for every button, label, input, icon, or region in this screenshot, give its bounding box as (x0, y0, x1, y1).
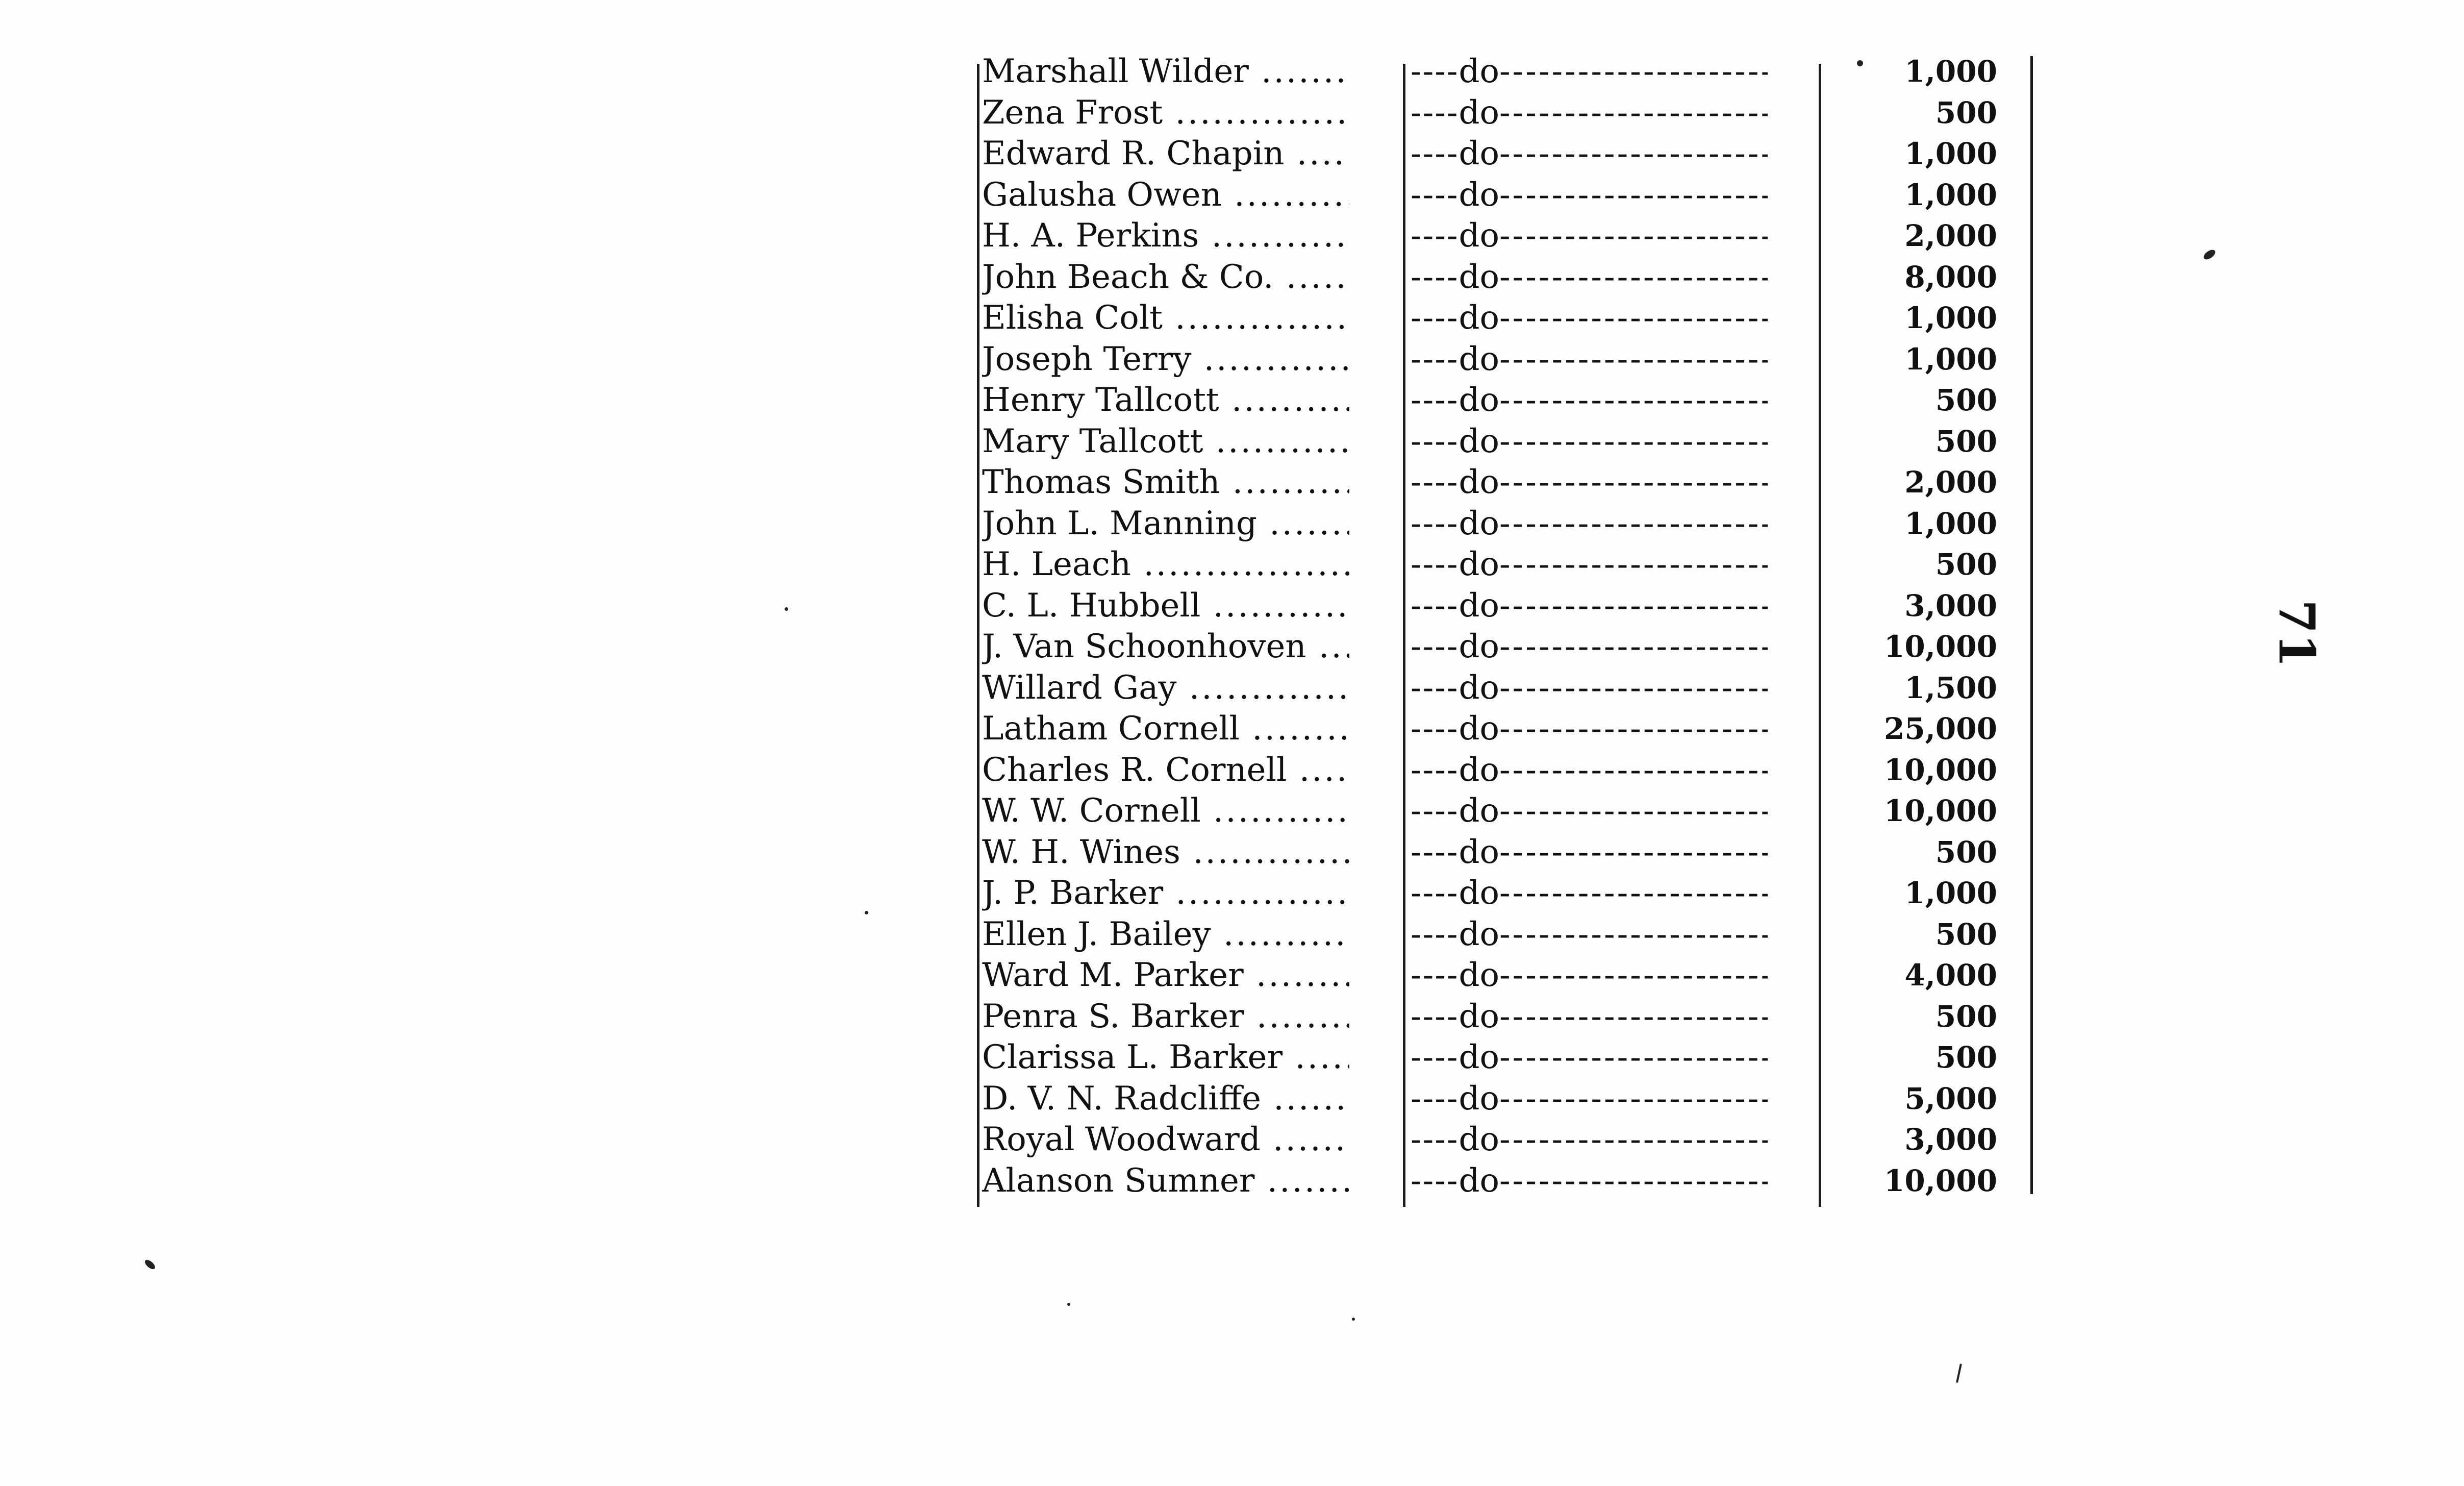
subscriber-name: John Beach & Co. ..... (982, 257, 1349, 298)
ledger-row (977, 257, 2058, 298)
ledger-row (977, 175, 2058, 216)
subscription-amount: 1,000 (1904, 876, 1997, 910)
ledger-row (977, 585, 2058, 627)
subscriber-name: Marshall Wilder ..... (982, 51, 1349, 92)
ledger-row (977, 380, 2058, 421)
ditto-mark: ---- do ----- (1411, 873, 1768, 913)
scan-speck (1956, 1364, 1962, 1383)
subscription-amount: 500 (1935, 834, 1997, 870)
subscriber-name: H. Leach ..... (982, 544, 1349, 585)
ditto-mark: ---- do ----- (1411, 955, 1768, 996)
ditto-mark: ---- do ----- (1411, 1160, 1768, 1201)
page-number: 71 (2268, 599, 2326, 668)
ditto-mark: ---- do ----- (1411, 51, 1768, 92)
subscriber-name: Penra S. Barker ..... (982, 996, 1349, 1037)
subscription-amount: 1,000 (1904, 177, 1997, 212)
scan-speck (785, 607, 788, 611)
subscriber-name: W. W. Cornell ..... (982, 790, 1349, 831)
ledger-row (977, 339, 2058, 380)
ditto-mark: ---- do ----- (1411, 298, 1768, 338)
ditto-mark: ---- do ----- (1411, 914, 1768, 955)
subscriber-name: J. P. Barker ..... (982, 873, 1349, 913)
ledger-row (977, 544, 2058, 585)
subscriber-name: Ward M. Parker ..... (982, 955, 1349, 996)
subscription-amount: 1,000 (1904, 301, 1997, 335)
subscriber-name: J. Van Schoonhoven ..... (982, 626, 1349, 667)
ledger-row (977, 503, 2058, 544)
ledger-row (977, 298, 2058, 339)
subscription-amount: 1,000 (1904, 506, 1997, 541)
subscription-amount: 500 (1935, 95, 1997, 130)
ditto-mark: ---- do ----- (1411, 215, 1768, 256)
ledger-row (977, 1160, 2058, 1202)
subscriber-name: Henry Tallcott ..... (982, 380, 1349, 420)
ditto-mark: ---- do ----- (1411, 380, 1768, 420)
ledger-row (977, 626, 2058, 667)
ditto-mark: ---- do ----- (1411, 1037, 1768, 1078)
subscriber-name: Edward R. Chapin ..... (982, 133, 1349, 174)
subscriber-name: Galusha Owen ..... (982, 175, 1349, 215)
subscription-amount: 500 (1935, 424, 1997, 459)
subscriber-name: Zena Frost ..... (982, 92, 1349, 133)
ditto-mark: ---- do ----- (1411, 421, 1768, 462)
subscription-amount: 10,000 (1884, 794, 1997, 828)
subscription-amount: 1,000 (1904, 54, 1997, 89)
ditto-mark: ---- do ----- (1411, 996, 1768, 1037)
subscription-amount: 5,000 (1904, 1081, 1997, 1116)
subscription-amount: 1,500 (1904, 670, 1997, 705)
subscription-amount: 1,000 (1904, 136, 1997, 171)
subscriber-name: Charles R. Cornell ..... (982, 750, 1349, 790)
subscriber-name: Mary Tallcott ..... (982, 421, 1349, 462)
subscriber-name: Royal Woodward ..... (982, 1119, 1349, 1160)
subscription-amount: 8,000 (1904, 259, 1997, 294)
ditto-mark: ---- do ----- (1411, 1119, 1768, 1160)
ditto-mark: ---- do ----- (1411, 708, 1768, 749)
ditto-mark: ---- do ----- (1411, 1078, 1768, 1119)
subscriber-name: Ellen J. Bailey ..... (982, 914, 1349, 955)
subscription-amount: 500 (1935, 547, 1997, 582)
scan-speck (1857, 60, 1863, 66)
ledger-row (977, 996, 2058, 1037)
subscriber-name: Elisha Colt ..... (982, 298, 1349, 338)
ledger-row (977, 1037, 2058, 1078)
subscription-amount: 500 (1935, 1040, 1997, 1075)
subscription-amount: 500 (1935, 999, 1997, 1034)
subscriber-name: Willard Gay ..... (982, 667, 1349, 708)
scan-speck (2202, 248, 2217, 261)
scan-speck (143, 1258, 157, 1271)
subscription-amount: 2,000 (1904, 465, 1997, 500)
subscription-amount: 3,000 (1904, 1122, 1997, 1157)
ledger-row (977, 914, 2058, 955)
subscriber-name: D. V. N. Radcliffe ..... (982, 1078, 1349, 1119)
ditto-mark: ---- do ----- (1411, 750, 1768, 790)
ledger-row (977, 955, 2058, 996)
ditto-mark: ---- do ----- (1411, 133, 1768, 174)
ledger-row (977, 92, 2058, 134)
subscription-amount: 4,000 (1904, 958, 1997, 993)
ledger-row (977, 51, 2058, 92)
subscriber-name: Thomas Smith ..... (982, 462, 1349, 503)
ditto-mark: ---- do ----- (1411, 92, 1768, 133)
subscriber-name: Alanson Sumner ..... (982, 1160, 1349, 1201)
ledger-row (977, 790, 2058, 832)
subscriber-name: Clarissa L. Barker ..... (982, 1037, 1349, 1078)
subscription-amount: 10,000 (1884, 629, 1997, 664)
ditto-mark: ---- do ----- (1411, 832, 1768, 873)
ditto-mark: ---- do ----- (1411, 339, 1768, 380)
ledger-row (977, 750, 2058, 791)
ditto-mark: ---- do ----- (1411, 585, 1768, 626)
ditto-mark: ---- do ----- (1411, 257, 1768, 298)
ledger-row (977, 133, 2058, 175)
scan-speck (1067, 1303, 1070, 1306)
subscriber-name: C. L. Hubbell ..... (982, 585, 1349, 626)
ditto-mark: ---- do ----- (1411, 790, 1768, 831)
subscription-amount: 500 (1935, 917, 1997, 952)
ditto-mark: ---- do ----- (1411, 667, 1768, 708)
subscriber-name: Joseph Terry ..... (982, 339, 1349, 380)
subscriber-name: Latham Cornell ..... (982, 708, 1349, 749)
subscription-amount: 25,000 (1884, 711, 1997, 746)
ditto-mark: ---- do ----- (1411, 462, 1768, 503)
ditto-mark: ---- do ----- (1411, 544, 1768, 585)
subscription-amount: 1,000 (1904, 341, 1997, 377)
ditto-mark: ---- do ----- (1411, 503, 1768, 544)
ledger-row (977, 1078, 2058, 1120)
ledger-row (977, 1119, 2058, 1160)
ledger-row (977, 708, 2058, 750)
ledger-row (977, 421, 2058, 462)
scan-speck (865, 911, 868, 914)
subscriber-name: John L. Manning ..... (982, 503, 1349, 544)
ledger-row (977, 873, 2058, 914)
subscription-amount: 500 (1935, 383, 1997, 417)
ledger-row (977, 215, 2058, 257)
subscription-amount: 10,000 (1884, 1163, 1997, 1198)
ditto-mark: ---- do ----- (1411, 626, 1768, 667)
subscription-amount: 2,000 (1904, 218, 1997, 253)
subscriber-name: W. H. Wines ..... (982, 832, 1349, 873)
subscription-amount: 10,000 (1884, 752, 1997, 787)
ledger-row (977, 832, 2058, 873)
ditto-mark: ---- do ----- (1411, 175, 1768, 215)
ledger-row (977, 667, 2058, 709)
subscription-amount: 3,000 (1904, 588, 1997, 623)
subscriber-ledger-table (977, 51, 2058, 1201)
subscriber-name: H. A. Perkins ..... (982, 215, 1349, 256)
scan-speck (1352, 1318, 1355, 1321)
ledger-row (977, 462, 2058, 503)
